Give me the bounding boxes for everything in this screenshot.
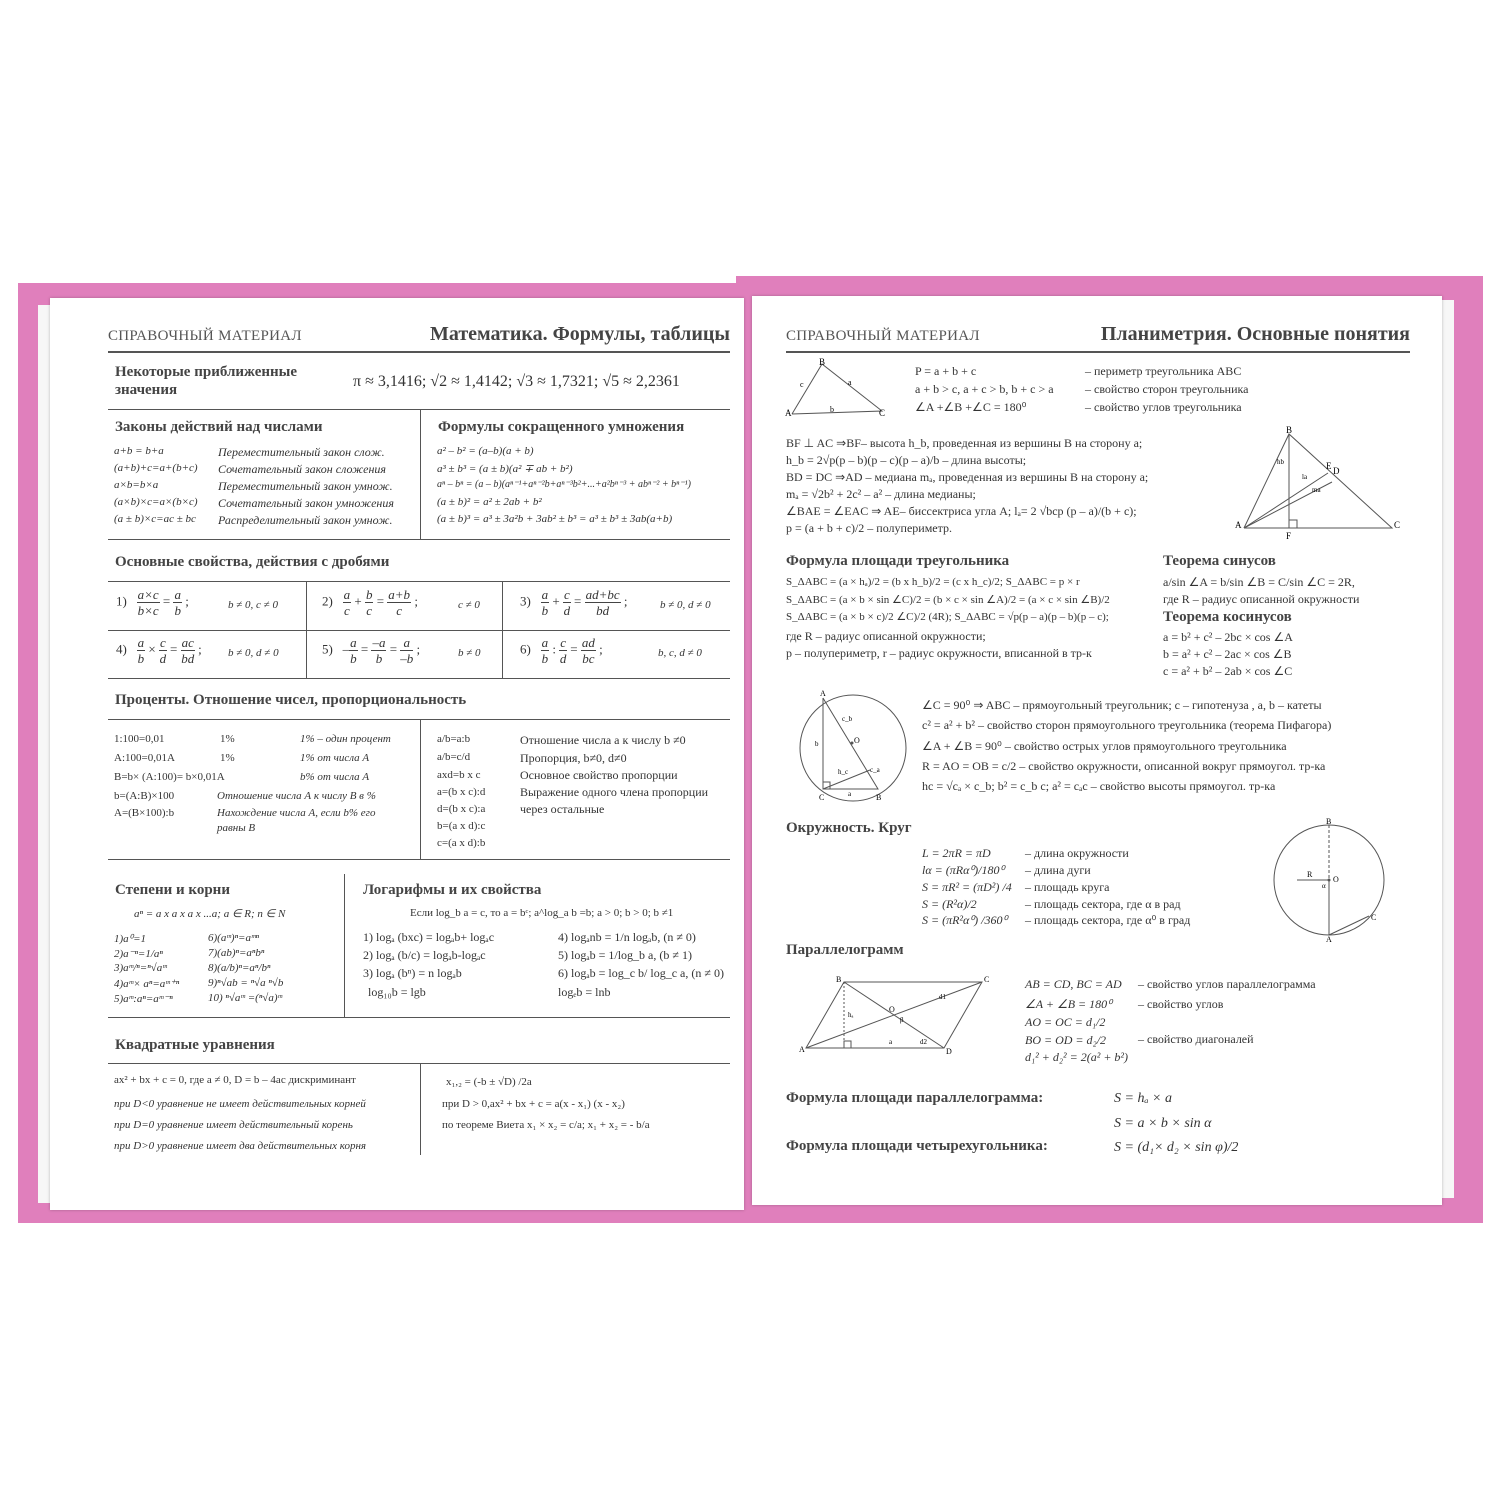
diagram-label: C — [984, 975, 990, 984]
area-quadrilateral-label: Формула площади четырехугольника: — [786, 1138, 1048, 1154]
diagram-label: a — [889, 1038, 893, 1046]
log-rule: 2) logₐ (b/c) = logₐb-logₐc — [363, 948, 486, 962]
log-rule: logₑb = lnb — [558, 985, 611, 999]
sines-title: Теорема синусов — [1163, 553, 1276, 569]
circle-formula: S = (R²α)/2 — [922, 897, 977, 911]
diagram-label: A — [1235, 520, 1242, 530]
area-parallelogram-label: Формула площади параллелограмма: — [786, 1090, 1044, 1106]
diagram-label: R — [1307, 870, 1313, 879]
circle-desc: – площадь сектора, где α в рад — [1025, 897, 1181, 911]
height-line: BD = DC ⇒AD – медиана mₐ, проведенная из вершины В на сторону а; — [786, 470, 1149, 484]
fraction-rule-2: 2) $\frac{a}{c}$ + $\frac{b}{c}$ = $\frac{a+b}{c}$ ; — [322, 587, 418, 618]
diagram-label: B — [836, 975, 842, 984]
log-rule: 5) logₐb = 1/log_b a, (b ≠ 1) — [558, 948, 692, 962]
height-line: p = (a + b + c)/2 – полупериметр. — [786, 521, 953, 535]
diagram-label: d2 — [920, 1038, 927, 1046]
diagram-label: C — [879, 408, 886, 418]
right-triangle-line: ∠A + ∠B = 90⁰ – свойство острых углов прямоугольного треугольника — [922, 739, 1287, 753]
rule — [420, 719, 421, 859]
right-triangle-line: c² = a² + b² – свойство сторон прямоугольного треугольника (теорема Пифагора) — [922, 718, 1332, 732]
laws-title: Законы действий над числами — [115, 419, 323, 435]
diagram-label: B — [1286, 425, 1293, 435]
diagram-label: d1 — [939, 993, 946, 1001]
approx-values: π ≈ 3,1416; √2 ≈ 1,4142; √3 ≈ 1,7321; √5 ≈ 2,2361 — [353, 373, 680, 390]
parallelogram-desc: – свойство углов — [1138, 997, 1224, 1011]
diagram-label: A — [799, 1045, 805, 1054]
area-triangle-line: где R – радиус описанной окружности; — [786, 629, 986, 643]
log-rule: 4) logₐnb = 1/n logₐb, (n ≠ 0) — [558, 930, 696, 944]
triangle-diagram — [782, 356, 892, 421]
parallelogram-formula: ∠A + ∠B = 180⁰ — [1025, 997, 1112, 1011]
right-header-small: СПРАВОЧНЫЙ МАТЕРИАЛ — [786, 328, 980, 344]
quadratic-line: при D=0 уравнение имеет действительный корень — [114, 1119, 353, 1131]
fraction-rule-4: 4) $\frac{a}{b}$ × $\frac{c}{d}$ = $\frac{ac}{bd}$ ; — [116, 635, 202, 666]
rule — [344, 874, 345, 1017]
diagram-label: O — [889, 1005, 895, 1014]
powers-title: Степени и корни — [115, 882, 230, 898]
percent-formula: b=(А:В)×100 — [114, 790, 175, 802]
abbrev-formula: (a ± b)³ = a³ ± 3a²b + 3ab² ± b³ = a³ ± b³ ± 3ab(a+b) — [437, 513, 673, 525]
circle-formula: S = πR² = (πD²) /4 — [922, 880, 1012, 894]
proportion-desc: Выражение одного члена пропорции — [520, 785, 709, 799]
parallelogram-title: Параллелограмм — [786, 942, 904, 958]
diagram-label: hb — [1277, 458, 1284, 466]
proportion-desc: Пропорция, b≠0, d≠0 — [520, 751, 627, 765]
percent-formula: А=(В×100):b — [114, 807, 175, 819]
circle-desc: – длина дуги — [1025, 863, 1091, 877]
fraction-rule-3: 3) $\frac{a}{b}$ + $\frac{c}{d}$ = $\frac{ad+bc}{bd}$ ; — [520, 587, 628, 618]
right-page — [752, 296, 1442, 1205]
area-triangle-line: S_ΔABC = (a × b × sin ∠C)/2 = (b × c × sin ∠A)/2 = (a × c × sin ∠B)/2 — [786, 594, 1110, 606]
triangle-formula: P = a + b + c — [915, 364, 977, 378]
percent-desc: 1% – один процент — [300, 733, 391, 745]
diagram-label: C — [1371, 913, 1377, 922]
percent-formula: В=b× (А:100)= b×0,01А — [114, 771, 225, 783]
rule — [108, 409, 730, 410]
circle-formula: S = (πR²α⁰) /360⁰ — [922, 913, 1008, 927]
percent-desc: b% от числа А — [300, 771, 370, 783]
sines-line: где R – радиус описанной окружности — [1163, 592, 1360, 606]
law-formula: (a×b)×c=a×(b×c) — [114, 496, 198, 508]
right-triangle-circle-diagram — [790, 686, 915, 804]
rule — [306, 581, 307, 678]
left-header-title: Математика. Формулы, таблицы — [429, 323, 730, 345]
proportion-desc: через остальные — [520, 802, 605, 816]
cosines-title: Теорема косинусов — [1163, 609, 1292, 625]
circle-title: Окружность. Круг — [786, 820, 912, 836]
area-triangle-line: S_ΔABC = (a × b × c)/2 ∠C)/2 (4R); S_ΔABC = √p(p – a)(p – b)(p – c); — [786, 611, 1109, 623]
right-header-title: Планиметрия. Основные понятия — [1100, 323, 1410, 345]
area-triangle-line: S_ΔABC = (a × hₐ)/2 = (b x h_b)/2 = (c x h_c)/2; S_ΔABC = p × r — [786, 576, 1080, 588]
fraction-cond-3: b ≠ 0, d ≠ 0 — [660, 599, 711, 611]
diagram-label: C — [819, 793, 825, 802]
diagram-label: b — [815, 740, 819, 748]
parallelogram-formula: AO = OC = d₁/2 — [1025, 1015, 1106, 1029]
quadratic-line: по теореме Виета x₁ × x₂ = c/a; x₁ + x₂ = - b/a — [442, 1119, 650, 1131]
diagram-label: E — [1326, 461, 1332, 471]
law-desc: Переместительный закон слож. — [218, 445, 385, 459]
percent-value: 1% — [220, 733, 235, 745]
rule — [108, 1063, 730, 1064]
circle-diagram — [1267, 816, 1387, 942]
diagram-label: F — [1286, 531, 1292, 541]
fractions-title: Основные свойства, действия с дробями — [115, 554, 390, 570]
log-rule: 1) logₐ (bxc) = logₐb+ logₐc — [363, 930, 495, 944]
fraction-cond-1: b ≠ 0, c ≠ 0 — [228, 599, 278, 611]
power-rule: 8)(a/b)ⁿ=aⁿ/bⁿ — [208, 962, 271, 974]
law-desc: Сочетательный закон сложения — [218, 462, 387, 476]
power-rule: 3)aᵐ/ⁿ=ⁿ√aᵐ — [114, 962, 167, 974]
triangle-formula: a + b > c, a + c > b, b + c > a — [915, 382, 1054, 396]
law-desc: Сочетательный закон умножения — [218, 496, 394, 510]
parallelogram-desc: – свойство углов параллелограмма — [1138, 977, 1316, 991]
power-rule: 6)(aᵐ)ⁿ=aᵐⁿ — [208, 932, 260, 944]
law-formula: (a ± b)×c=ac ± bc — [114, 513, 196, 525]
diagram-label: c_b — [842, 715, 853, 723]
circle-desc: – площадь круга — [1025, 880, 1110, 894]
diagram-label: A — [785, 408, 792, 418]
rule — [108, 581, 730, 582]
diagram-label: A — [1326, 935, 1332, 942]
fraction-cond-2: c ≠ 0 — [458, 599, 480, 611]
right-triangle-line: hc = √cₐ × c_b; b² = c_b c; a² = cₐc – свойство высоты прямоугол. тр-ка — [922, 779, 1276, 793]
percent-title: Проценты. Отношение чисел, пропорциональность — [115, 692, 467, 708]
percent-formula: 1:100=0,01 — [114, 733, 165, 745]
diagram-label: B — [1326, 817, 1332, 826]
diagram-label: O — [1333, 875, 1339, 884]
power-rule: 1)a⁰=1 — [114, 933, 146, 945]
area-triangle-line: p – полупериметр, r – радиус окружности, вписанной в тр-к — [786, 646, 1092, 660]
height-line: BF ⊥ AC ⇒BF– высота h_b, проведенная из вершины В на сторону а; — [786, 436, 1143, 450]
law-desc: Распределительный закон умнож. — [218, 513, 393, 527]
parallelogram-formula: d₁² + d₂² = 2(a² + b²) — [1025, 1050, 1129, 1064]
diagram-label: β — [900, 1016, 904, 1024]
quadratic-line: ax² + bx + c = 0, где a ≠ 0, D = b – 4ac дискриминант — [114, 1074, 356, 1086]
power-rule: 4)aᵐ× aⁿ=aᵐ⁺ⁿ — [114, 978, 180, 990]
diagram-label: C — [1394, 520, 1401, 530]
logs-def: Если log_b a = c, то a = bᶜ; a^log_a b =b; a > 0; b > 0; b ≠1 — [410, 907, 674, 919]
log-rule: 6) logₐb = log_c b/ log_c a, (n ≠ 0) — [558, 966, 724, 980]
abbrev-formula: aⁿ – bⁿ = (a – b)(aⁿ⁻¹+aⁿ⁻²b+aⁿ⁻³b²+...+a²bⁿ⁻³ + abⁿ⁻² + bⁿ⁻¹) — [437, 479, 691, 490]
power-rule: 2)a⁻ⁿ=1/aⁿ — [114, 948, 163, 960]
parallelogram-desc: – свойство диагоналей — [1138, 1032, 1254, 1046]
proportion-desc: Отношение числа а к числу b ≠0 — [520, 733, 686, 747]
cosines-line: a = b² + c² – 2bc × cos ∠A — [1163, 630, 1293, 644]
percent-desc-extra: равны В — [217, 822, 256, 834]
parallelogram-diagram — [794, 972, 994, 1057]
log-rule: log₁₀b = lgb — [368, 985, 426, 999]
proportion-formula: d=(b x c):a — [437, 803, 486, 815]
circle-formula: lα = (πRα⁰)/180⁰ — [922, 863, 1005, 877]
law-desc: Переместительный закон умнож. — [218, 479, 393, 493]
fraction-cond-4: b ≠ 0, d ≠ 0 — [228, 647, 279, 659]
power-rule: 5)aᵐ:aⁿ=aᵐ⁻ⁿ — [114, 993, 173, 1005]
area-triangle-title: Формула площади треугольника — [786, 553, 1010, 569]
triangle-heights-diagram — [1232, 424, 1407, 544]
log-rule: 3) logₐ (bⁿ) = n logₐb — [363, 966, 462, 980]
proportion-formula: b=(a x d):c — [437, 820, 486, 832]
fraction-cond-6: b, c, d ≠ 0 — [658, 647, 702, 659]
quadratic-line: при D<0 уравнение не имеет действительных корней — [114, 1098, 366, 1110]
diagram-label: ma — [1312, 486, 1321, 494]
diagram-label: c — [800, 380, 804, 389]
right-triangle-line: R = AO = OB = c/2 – свойство окружности, описанной вокруг прямоугол. тр-ка — [922, 759, 1326, 773]
area-parallelogram-formula-1: S = hₐ × a — [1114, 1091, 1172, 1106]
abbrev-formula: a² – b² = (a–b)(a + b) — [437, 445, 534, 457]
circle-desc: – площадь сектора, где α⁰ в град — [1025, 913, 1191, 927]
power-rule: 7)(ab)ⁿ=aⁿbⁿ — [208, 947, 265, 959]
logs-title: Логарифмы и их свойства — [363, 882, 542, 898]
diagram-label: A — [820, 689, 826, 698]
power-rule: 9)ⁿ√ab = ⁿ√a ⁿ√b — [208, 977, 284, 989]
abbrev-formula: a³ ± b³ = (a ± b)(a² ∓ ab + b²) — [437, 463, 573, 475]
fraction-rule-5: 5) – $\frac{a}{b}$ = $\frac{-a}{b}$ = $\frac{a}{-b}$ ; — [322, 635, 421, 666]
law-formula: a+b = b+a — [114, 445, 164, 457]
power-rule: 10) ⁿ√aᵐ =(ⁿ√a)ᵐ — [208, 992, 283, 1004]
percent-value: 1% — [220, 752, 235, 764]
abbrev-title: Формулы сокращенного умножения — [438, 419, 685, 435]
proportion-desc: Основное свойство пропорции — [520, 768, 678, 782]
left-header-small: СПРАВОЧНЫЙ МАТЕРИАЛ — [108, 328, 302, 344]
rule — [108, 630, 730, 631]
percent-desc: 1% от числа А — [300, 752, 370, 764]
diagram-label: h_c — [838, 768, 849, 776]
circle-desc: – длина окружности — [1025, 846, 1129, 860]
cosines-line: b = a² + c² – 2ac × cos ∠B — [1163, 647, 1292, 661]
parallelogram-formula: BO = OD = d₂/2 — [1025, 1033, 1107, 1047]
law-formula: a×b=b×a — [114, 479, 159, 491]
triangle-formula: ∠A +∠B +∠C = 180⁰ — [915, 400, 1027, 414]
quadratic-line: при D>0 уравнение имеет два действительных корня — [114, 1140, 367, 1152]
proportion-formula: a/b=c/d — [437, 751, 471, 763]
area-quadrilateral-formula: S = (d₁× d₂ × sin φ)/2 — [1114, 1140, 1239, 1155]
header-rule — [786, 351, 1410, 353]
rule — [108, 539, 730, 540]
diagram-label: b — [830, 405, 834, 414]
triangle-desc: – свойство сторон треугольника — [1085, 382, 1249, 396]
proportion-formula: a=(b x c):d — [437, 786, 486, 798]
rule — [108, 859, 730, 860]
fraction-cond-5: b ≠ 0 — [458, 647, 481, 659]
diagram-label: α — [1322, 882, 1326, 890]
diagram-label: c_a — [870, 766, 880, 774]
law-formula: (a+b)+c=a+(b+c) — [114, 462, 198, 474]
rule — [108, 1017, 730, 1018]
proportion-formula: c=(a x d):b — [437, 837, 486, 849]
triangle-desc: – периметр треугольника АВС — [1085, 364, 1242, 378]
approx-title-2: значения — [115, 382, 178, 398]
diagram-label: a — [848, 378, 852, 387]
rule — [420, 409, 421, 539]
rule — [420, 1063, 421, 1155]
quadratic-line: x₁,₂ = (-b ± √D) /2a — [446, 1076, 532, 1088]
powers-def: aⁿ = a x a x a x ...a; a ∈ R; n ∈ N — [134, 908, 286, 920]
header-rule — [108, 351, 730, 353]
approx-title-1: Некоторые приближенные — [115, 364, 298, 380]
quadratic-line: при D > 0,ax² + bx + c = a(x - x₁) (x - x₂) — [442, 1098, 625, 1110]
percent-formula: А:100=0,01А — [114, 752, 175, 764]
parallelogram-formula: AB = CD, BC = AD — [1025, 977, 1122, 991]
rule — [108, 719, 730, 720]
proportion-formula: a/b=a:b — [437, 733, 471, 745]
diagram-label: B — [819, 357, 826, 367]
height-line: mₐ = √2b² + 2c² – a² – длина медианы; — [786, 487, 976, 501]
percent-desc: Нахождение числа А, если b% его — [217, 807, 376, 819]
height-line: h_b = 2√p(p – b)(p – c)(p – a)/b – длина высоты; — [786, 453, 1027, 467]
diagram-label: hₐ — [848, 1011, 854, 1019]
proportion-formula: axd=b x c — [437, 769, 481, 781]
height-line: ∠BAE = ∠EAC ⇒ AE– биссектриса угла А; lₐ= 2 √bcp (p – a)/(b + c); — [786, 504, 1137, 518]
diagram-label: D — [1333, 466, 1340, 476]
sines-line: a/sin ∠A = b/sin ∠B = C/sin ∠C = 2R, — [1163, 575, 1355, 589]
abbrev-formula: (a ± b)² = a² ± 2ab + b² — [437, 496, 542, 508]
quadratic-title: Квадратные уравнения — [115, 1037, 275, 1053]
diagram-label: D — [946, 1047, 952, 1056]
fraction-rule-6: 6) $\frac{a}{b}$ : $\frac{c}{d}$ = $\frac{ad}{bc}$ ; — [520, 635, 603, 666]
cosines-line: c = a² + b² – 2ab × cos ∠C — [1163, 664, 1293, 678]
diagram-label: B — [876, 793, 882, 802]
circle-formula: L = 2πR = πD — [922, 846, 991, 860]
diagram-label: a — [848, 790, 852, 798]
rule — [108, 678, 730, 679]
area-parallelogram-formula-2: S = a × b × sin α — [1114, 1116, 1212, 1131]
triangle-desc: – свойство углов треугольника — [1085, 400, 1242, 414]
rule — [502, 581, 503, 678]
percent-desc: Отношение числа А к числу В в % — [217, 790, 376, 802]
fraction-rule-1: 1) $\frac{a\times c}{b\times c}$ = $\frac{a}{b}$ ; — [116, 587, 189, 618]
diagram-label: la — [1302, 473, 1308, 481]
right-triangle-line: ∠C = 90⁰ ⇒ ABC – прямоугольный треугольник; с – гипотенуза , а, b – катеты — [922, 698, 1322, 712]
diagram-label: O — [854, 736, 860, 745]
left-page — [50, 298, 744, 1210]
